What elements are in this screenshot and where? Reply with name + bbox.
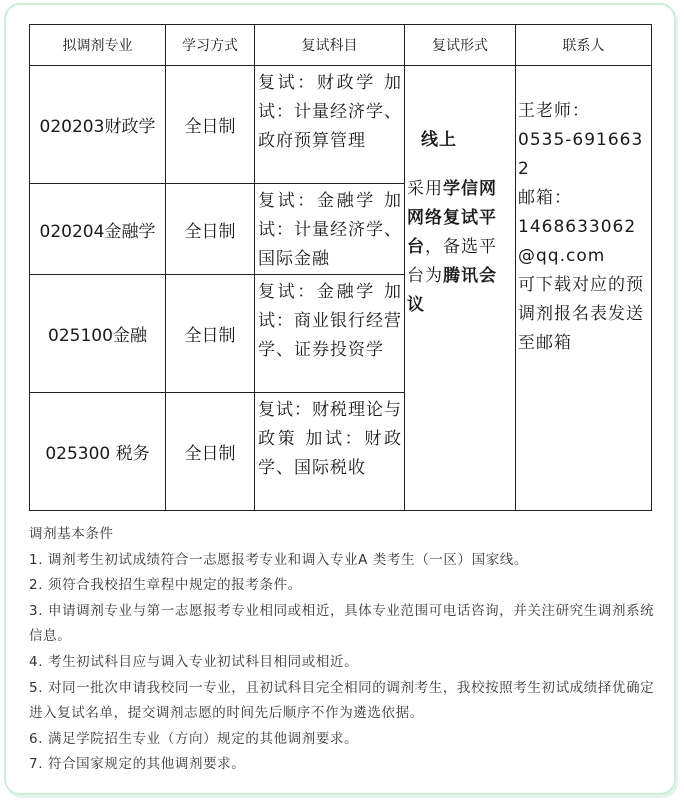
conditions-title: 调剂基本条件 [29, 526, 114, 542]
condition-item: 3. 申请调剂专业与第一志愿报考专业相同或相近，具体专业范围可电话咨询，并关注研究生调剂系统信息。 [29, 602, 655, 645]
format-online: 线上 [421, 130, 457, 150]
contact-email: 1468633062@qq.com [518, 217, 637, 266]
condition-item: 5. 对同一批次申请我校同一专业，且初试科目完全相同的调剂考生，我校按照考生初试成绩择优确定进入复试名单，提交调剂志愿的时间先后顺序不作为遴选依据。 [29, 679, 655, 722]
mode-cell: 全日制 [166, 66, 255, 184]
format-cell [405, 66, 516, 511]
conditions-section [29, 522, 659, 778]
table-header-row [30, 25, 652, 66]
mode-cell: 全日制 [166, 275, 255, 393]
subject-cell: 复试：财税理论与政策 加试：财政学、国际税收 [255, 393, 405, 511]
subject-cell: 复试：财政学 加试：计量经济学、政府预算管理 [255, 66, 405, 184]
header-format: 复试形式 [405, 25, 516, 66]
subject-cell: 复试：金融学 加试：计量经济学、国际金融 [255, 184, 405, 275]
header-major: 拟调剂专业 [30, 25, 166, 66]
condition-item: 1. 调剂考生初试成绩符合一志愿报考专业和调入专业A 类考生（一区）国家线。 [29, 551, 528, 568]
major-cell: 020204金融学 [30, 184, 166, 275]
contact-cell [516, 66, 652, 511]
header-mode: 学习方式 [166, 25, 255, 66]
condition-item: 2. 须符合我校招生章程中规定的报考条件。 [29, 577, 302, 594]
condition-item: 4. 考生初试科目应与调入专业初试科目相同或相近。 [29, 653, 359, 670]
format-description: 采用学信网网络复试平台，备选平台为腾讯会议 [407, 179, 497, 315]
condition-item: 6. 满足学院招生专业（方向）规定的其他调剂要求。 [29, 730, 359, 747]
contact-note: 可下载对应的预调剂报名表发送至邮箱 [518, 275, 644, 353]
header-subject: 复试科目 [255, 25, 405, 66]
major-cell: 020203财政学 [30, 66, 166, 184]
major-cell: 025100金融 [30, 275, 166, 393]
transfer-table [29, 24, 652, 511]
mode-cell: 全日制 [166, 393, 255, 511]
contact-phone: 0535-6916632 [518, 130, 644, 179]
condition-item: 7. 符合国家规定的其他调剂要求。 [29, 756, 246, 773]
major-cell: 025300 税务 [30, 393, 166, 511]
header-contact: 联系人 [516, 25, 652, 66]
mode-cell: 全日制 [166, 184, 255, 275]
contact-email-label: 邮箱： [518, 188, 572, 208]
contact-name: 王老师： [518, 101, 590, 121]
subject-cell: 复试：金融学 加试：商业银行经营学、证券投资学 [255, 275, 405, 393]
table-row [30, 66, 652, 184]
